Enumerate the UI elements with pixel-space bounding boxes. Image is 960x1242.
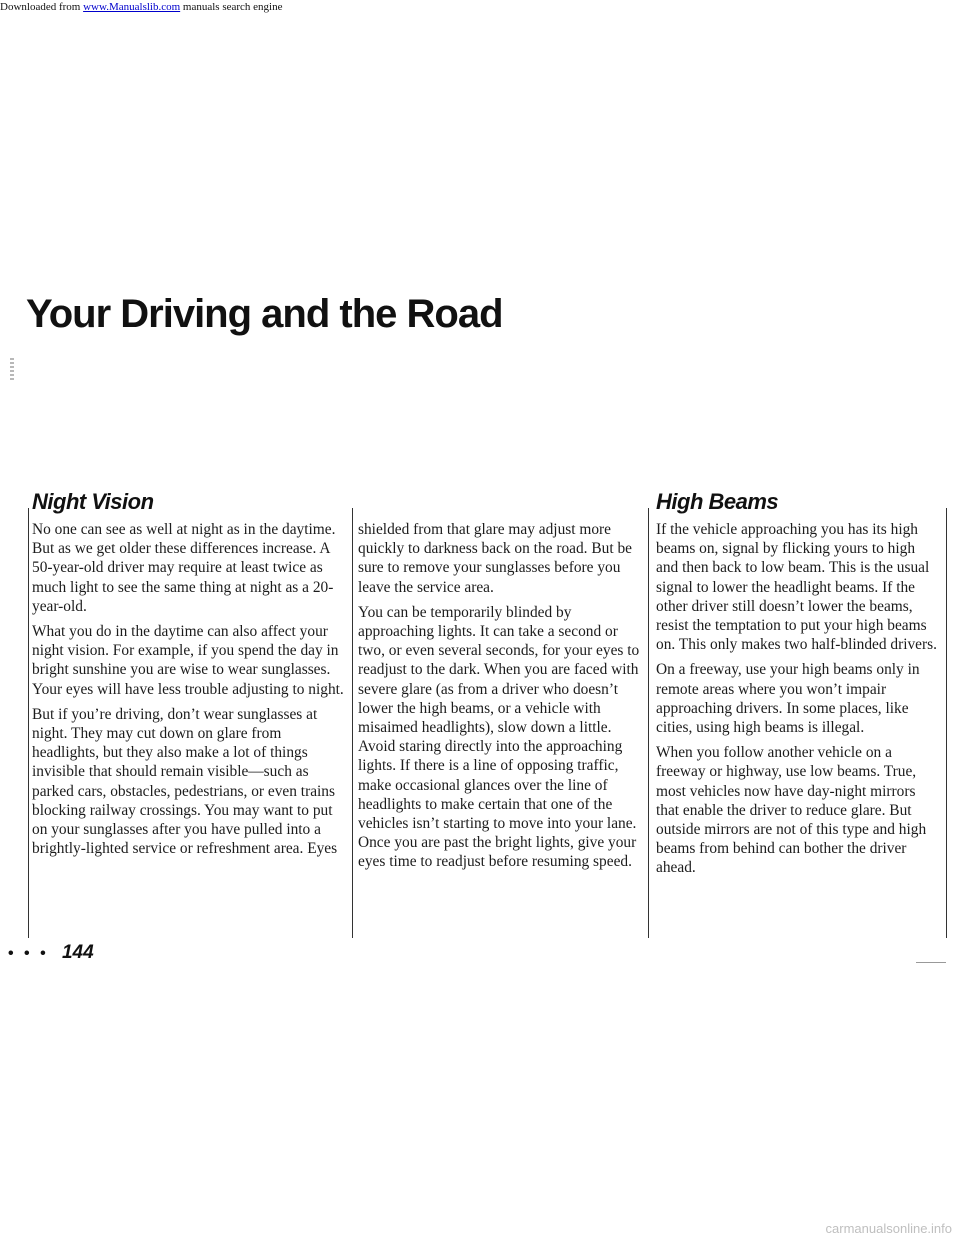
footer-dots: • • •	[8, 945, 49, 962]
section-heading-high-beams: High Beams	[656, 489, 779, 514]
paragraph: What you do in the daytime can also affect your night vision. For example, if you spend the day in bright sunshine you are wise to wear sunglasses. Your eyes will have less trouble adjusting to night.	[32, 623, 344, 698]
paragraph: No one can see as well at night as in the daytime. But as we get older these differences increase. A 50-year-old driver may require at least twice as much light to see the same thing at night as a 20-year-old.	[32, 521, 336, 615]
column-rule-middle-right	[648, 508, 649, 938]
column-night-vision-continued	[358, 488, 640, 878]
margin-mark	[10, 358, 14, 380]
page-footer	[8, 942, 94, 964]
page-number: 144	[61, 942, 94, 963]
banner-suffix: manuals search engine	[182, 1, 283, 13]
paragraph: When you follow another vehicle on a freeway or highway, use low beams. True, most vehicles now have day-night mirrors that enable the driver to reduce glare. But outside mirrors are not of this type and high beams from behind can bother the driver ahead.	[656, 744, 927, 877]
paragraph: If the vehicle approaching you has its high beams on, signal by flicking yours to high and then back to low beam. This is the usual signal to lower the headlight beams. If the other driver still doesn’t lower the beams, resist the temptation to put your high beams on. This only makes two half-blinded drivers.	[656, 521, 937, 654]
chapter-title: Your Driving and the Road	[26, 292, 503, 336]
corner-mark	[916, 962, 946, 963]
column-high-beams	[656, 488, 940, 884]
column-rule-right	[946, 508, 947, 938]
paragraph: On a freeway, use your high beams only in remote areas where you won’t impair approaching drivers. In some places, like cities, using high beams is illegal.	[656, 661, 920, 737]
manualslib-link[interactable]: www.Manualslib.com	[83, 1, 181, 13]
paragraph: You can be temporarily blinded by approaching lights. It can take a second or two, or even several seconds, for your eyes to readjust to the dark. When you are faced with severe glare (as from a driver who doesn’t lower the high beams, or a vehicle with misaimed headlights), slow down a little. Avoid staring directly into the approaching lights. If there is a line of opposing traffic, make occasional glances over the line of headlights to make certain that one of the vehicles isn’t starting to move into your lane. Once you are past the bright lights, give your eyes time to readjust before resuming speed.	[358, 603, 640, 871]
banner-prefix: Downloaded from	[0, 1, 81, 13]
section-heading-night-vision: Night Vision	[32, 489, 154, 514]
download-banner	[0, 0, 960, 14]
column-rule-left	[28, 508, 29, 938]
column-night-vision	[32, 488, 344, 864]
column-rule-middle-left	[352, 508, 353, 938]
heading-spacer	[358, 488, 640, 516]
watermark: carmanualsonline.info	[825, 1221, 952, 1236]
paragraph: But if you’re driving, don’t wear sunglasses at night. They may cut down on glare from headlights, but they also make a lot of things invisible that should remain visible—such as parked cars, obstacles, pedestrians, or even trains blocking railway crossings. You may want to put on your sunglasses after you have pulled into a brightly-lighted service or refreshment area. Eyes	[32, 705, 338, 858]
paragraph: shielded from that glare may adjust more quickly to darkness back on the road. But be sure to remove your sunglasses before you leave the service area.	[358, 521, 632, 596]
